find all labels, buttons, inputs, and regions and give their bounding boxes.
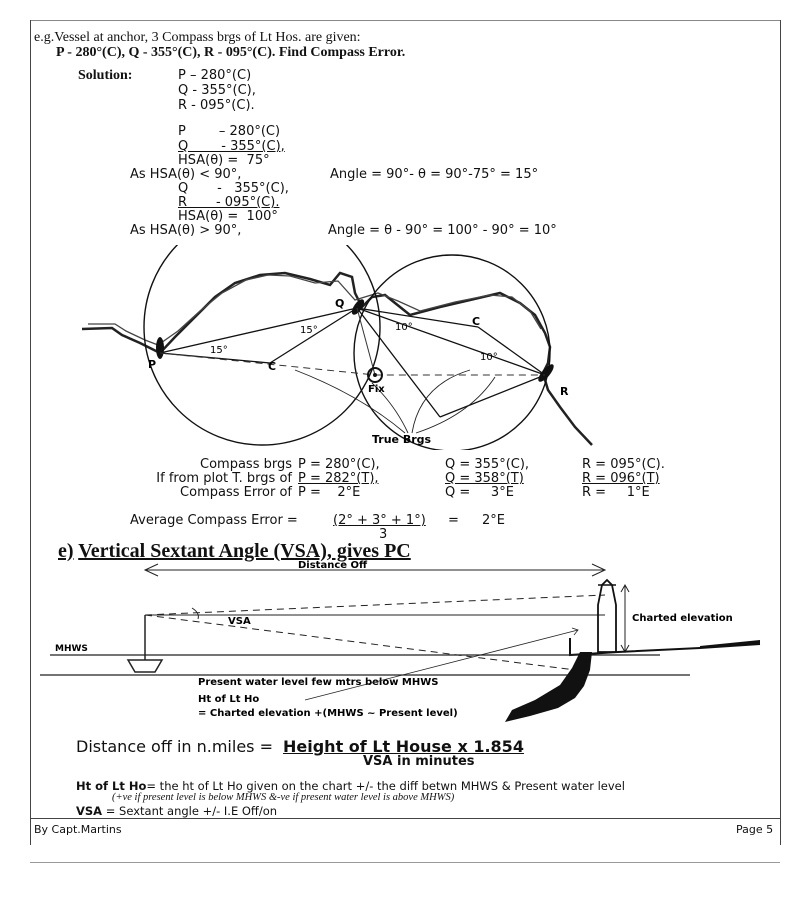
fix-dot [373,373,377,377]
angle-2: Angle = θ - 90° = 100° - 90° = 10° [328,223,557,238]
pq-p: P – 280°(C) [178,124,281,139]
row-compass-p: P = 280°(C), [298,457,380,472]
formula-numerator: Height of Lt House x 1.854 [283,737,524,756]
average-label: Average Compass Error = [130,513,298,528]
note-vsa [76,804,277,818]
solution-label: Solution: [78,68,133,83]
bottom-rule [30,862,780,863]
footer-author: By Capt.Martins [34,823,122,836]
position-circle-qr [354,255,550,450]
note-ht-text: = the ht of Lt Ho given on the chart +/- the diff betwn MHWS & Present water level [146,779,625,793]
observer-boat [128,660,162,672]
label-c1: C [268,360,277,373]
label-mhws: MHWS [55,644,88,654]
label-charted-elevation: Charted elevation [632,613,733,624]
angle-1: Angle = 90°- θ = 90°-75° = 15° [330,167,539,182]
label-fix: Fix [368,384,385,395]
qr-q: Q - 355°(C), [178,181,289,196]
row-true-q: Q = 358°(T) [445,471,524,486]
average-denominator: 3 [379,527,388,542]
note-vsa-text: = Sextant angle +/- I.E Off/on [105,804,278,818]
true-brgs-arrows [295,370,495,433]
problem-line-2: P - 280°(C), Q - 355°(C), R - 095°(C). Find Compass Error. [56,45,406,60]
qr-r: R - 095°(C). [178,195,280,210]
row-compass-q: Q = 355°(C), [445,457,530,472]
average-result: 2°E [482,513,505,528]
label-q: Q [335,297,345,310]
given-p: P – 280°(C) [178,68,252,83]
label-10-b: 10° [480,352,498,363]
note-ht [76,779,625,793]
footer-rule [30,818,780,819]
average-equals: = [448,513,459,528]
hsa-2: HSA(θ) = 100° [178,209,278,224]
note-ht-italic: (+ve if present level is below MHWS &-ve if present water level is above MHWS) [112,792,455,803]
label-p: P [148,358,157,371]
section-e-prefix: e) [58,540,74,562]
note-vsa-term: VSA [76,804,103,818]
condition-2: As HSA(θ) > 90°, [130,223,242,238]
row-true-label: If from plot T. brgs of [156,471,292,486]
formula-lhs: Distance off in n.miles = [76,737,273,756]
label-15-a: 15° [210,345,228,356]
label-r: R [560,385,569,398]
row-error-r: R = 1°E [582,485,650,500]
lighthouse-p-marker [156,337,164,359]
label-vsa: VSA [228,616,251,627]
note-ht-term: Ht of Lt Ho [76,779,147,793]
label-true-brgs: True Brgs [372,433,432,446]
q-to-fix-line [357,308,375,375]
label-ht-line2: = Charted elevation +(MHWS ~ Present level) [198,708,458,719]
row-true-p: P = 282°(T), [298,471,379,486]
pq-q: Q - 355°(C), [178,139,285,154]
row-error-p: P = 2°E [298,485,361,500]
label-ht-line1: Ht of Lt Ho [198,694,260,705]
position-circles-diagram [0,245,800,450]
label-c2: C [472,315,481,328]
row-compass-r: R = 095°(C). [582,457,665,472]
vsa-sight-line [145,595,605,615]
label-present-level: Present water level few mtrs below MHWS [198,677,439,688]
average-numerator: (2° + 3° + 1°) [333,513,426,528]
given-q: Q - 355°(C), [178,83,256,98]
hsa-1: HSA(θ) = 75° [178,153,270,168]
condition-1: As HSA(θ) < 90°, [130,167,242,182]
given-r: R - 095°(C). [178,98,255,113]
vsa-base-line [145,615,575,670]
label-10-a: 10° [395,322,413,333]
vsa-angle-arc [192,608,198,619]
problem-line-1: e.g.Vessel at anchor, 3 Compass brgs of Lt Hos. are given: [34,30,361,45]
section-e-heading: Vertical Sextant Angle (VSA), gives PC [78,540,411,562]
row-error-q: Q = 3°E [445,485,514,500]
footer-page: Page 5 [736,823,774,836]
top-rule [30,20,780,21]
row-compass-label: Compass brgs [200,457,292,472]
row-error-label: Compass Error of [180,485,292,500]
ht-pointer-arrow [305,630,578,700]
vsa-diagram [0,560,800,728]
lighthouse [598,580,616,652]
label-15-b: 15° [300,325,318,336]
formula-denominator: VSA in minutes [363,754,475,769]
row-true-r: R = 096°(T) [582,471,660,486]
label-distance-off: Distance Off [298,560,368,571]
